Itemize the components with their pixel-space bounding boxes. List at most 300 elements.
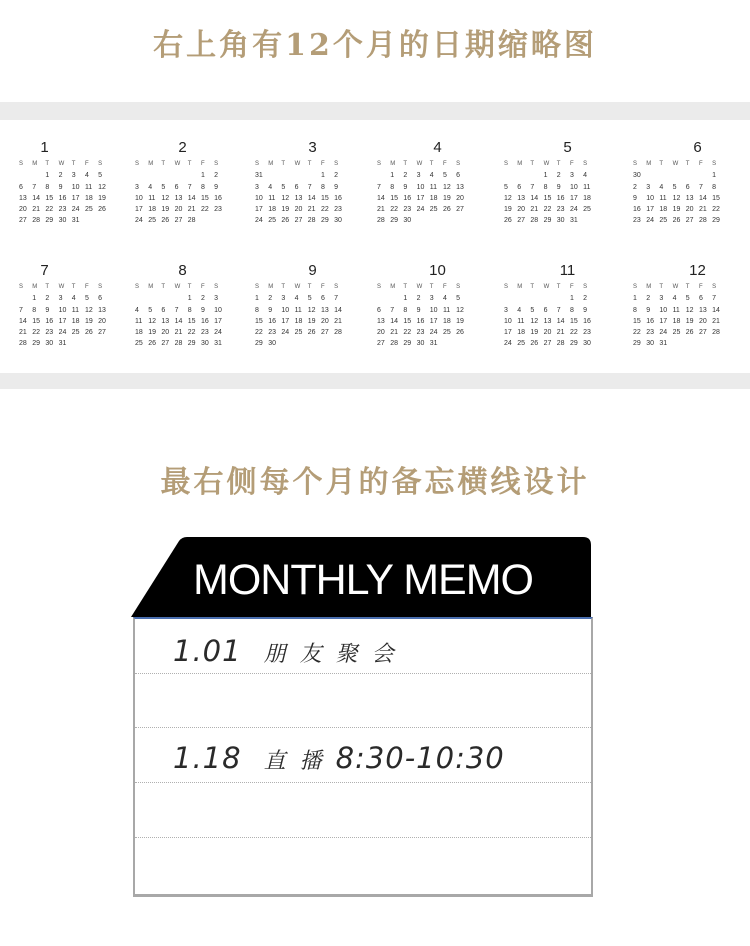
day-cell: [98, 217, 111, 228]
day-cell: 30: [268, 340, 276, 348]
month-10: [375, 262, 500, 372]
weekday-label: T: [530, 161, 535, 167]
day-cell: 25: [135, 340, 143, 348]
weekday-label: W: [543, 161, 550, 167]
memo-line: [135, 837, 591, 838]
month-number: 4: [433, 139, 442, 156]
day-cell: 19: [281, 206, 290, 214]
day-cell: 6: [320, 295, 325, 303]
day-cell: 21: [530, 206, 539, 214]
weekday-label: S: [712, 161, 717, 167]
day-cell: 23: [45, 329, 54, 337]
day-cell: 27: [698, 329, 707, 337]
month-days-grid: [633, 284, 725, 352]
day-cell: 2: [58, 172, 63, 180]
day-cell: 20: [456, 194, 464, 202]
month-days-grid: [19, 161, 111, 229]
day-cell: 2: [583, 295, 588, 303]
day-cell: 3: [659, 295, 664, 303]
weekday-label: M: [390, 161, 396, 167]
month-7: [0, 262, 125, 372]
day-cell: 10: [281, 306, 290, 314]
day-cell: 30: [646, 340, 654, 348]
day-cell: 11: [71, 306, 80, 314]
weekday-label: W: [543, 284, 550, 290]
day-cell: 10: [504, 317, 512, 325]
day-cell: 29: [320, 217, 329, 225]
weekday-label: S: [214, 284, 219, 290]
day-cell: 28: [334, 329, 342, 337]
day-cell: 19: [98, 194, 106, 202]
day-cell: 31: [58, 340, 67, 348]
day-cell: 9: [403, 183, 408, 191]
day-cell: 12: [307, 306, 316, 314]
day-cell: 24: [416, 206, 425, 214]
day-cell: 5: [530, 306, 535, 314]
weekday-label: M: [517, 284, 523, 290]
day-cell: 8: [200, 183, 205, 191]
day-cell: 4: [583, 172, 588, 180]
day-cell: [148, 295, 161, 306]
day-cell: [19, 172, 32, 183]
day-cell: 11: [268, 194, 276, 202]
day-cell: 8: [569, 306, 574, 314]
weekday-label: T: [281, 284, 286, 290]
day-cell: 2: [334, 172, 339, 180]
weekday-label: M: [517, 161, 523, 167]
day-cell: 9: [58, 183, 63, 191]
memo-line: [135, 673, 591, 674]
day-cell: 7: [187, 183, 192, 191]
day-cell: 12: [161, 194, 170, 202]
day-cell: 28: [377, 217, 385, 225]
weekday-label: T: [685, 161, 690, 167]
day-cell: 23: [416, 329, 425, 337]
day-cell: 14: [187, 194, 196, 202]
day-cell: 18: [268, 206, 276, 214]
month-5: [500, 139, 625, 262]
day-cell: 8: [45, 183, 50, 191]
day-cell: 30: [58, 217, 67, 225]
day-cell: 20: [698, 317, 707, 325]
day-cell: 7: [530, 183, 535, 191]
day-cell: 1: [320, 172, 325, 180]
weekday-label: S: [334, 161, 339, 167]
month-days-grid: [255, 161, 347, 229]
weekday-label: S: [633, 161, 638, 167]
weekday-label: T: [187, 284, 192, 290]
day-cell: 9: [334, 183, 339, 191]
month-number: 2: [178, 139, 187, 156]
weekday-label: S: [334, 284, 339, 290]
day-cell: 2: [556, 172, 561, 180]
day-cell: 1: [187, 295, 192, 303]
day-cell: 3: [71, 172, 76, 180]
day-cell: 20: [161, 329, 170, 337]
day-cell: 19: [307, 317, 316, 325]
weekday-label: M: [390, 284, 396, 290]
day-cell: 14: [698, 194, 707, 202]
weekday-label: S: [98, 161, 103, 167]
day-cell: [699, 172, 712, 183]
day-cell: 1: [32, 295, 37, 303]
day-cell: 12: [530, 317, 539, 325]
day-cell: 23: [403, 206, 412, 214]
day-cell: 6: [543, 306, 548, 314]
memo-body: [133, 617, 593, 897]
day-cell: 7: [174, 306, 179, 314]
day-cell: 22: [320, 206, 329, 214]
day-cell: 24: [58, 329, 67, 337]
day-cell: 3: [569, 172, 574, 180]
day-cell: 5: [148, 306, 153, 314]
day-cell: 12: [456, 306, 464, 314]
day-cell: 17: [569, 194, 578, 202]
weekday-label: W: [174, 161, 181, 167]
day-cell: 8: [712, 183, 717, 191]
day-cell: 26: [456, 329, 464, 337]
day-cell: 27: [377, 340, 385, 348]
day-cell: [504, 295, 517, 306]
day-cell: 30: [583, 340, 591, 348]
day-cell: 12: [148, 317, 156, 325]
day-cell: 28: [32, 217, 40, 225]
day-cell: 8: [403, 306, 408, 314]
day-cell: 15: [255, 317, 263, 325]
day-cell: 11: [135, 317, 143, 325]
day-cell: 29: [255, 340, 263, 348]
day-cell: 24: [504, 340, 512, 348]
weekday-label: T: [161, 161, 166, 167]
day-cell: 28: [307, 217, 316, 225]
day-cell: 13: [294, 194, 303, 202]
month-days-grid: [633, 161, 725, 229]
day-cell: 26: [84, 329, 93, 337]
day-cell: 9: [556, 183, 561, 191]
day-cell: [308, 340, 321, 351]
day-cell: 3: [504, 306, 508, 314]
month-8: [125, 262, 250, 372]
weekday-label: S: [583, 161, 588, 167]
weekday-label: S: [98, 284, 103, 290]
weekday-label: T: [556, 284, 561, 290]
month-days-grid: [377, 161, 469, 229]
day-cell: 25: [583, 206, 591, 214]
day-cell: 7: [377, 183, 381, 191]
day-cell: 1: [569, 295, 574, 303]
day-cell: 26: [98, 206, 106, 214]
day-cell: 25: [294, 329, 303, 337]
day-cell: 13: [320, 306, 329, 314]
weekday-label: M: [32, 284, 38, 290]
day-cell: 29: [403, 340, 412, 348]
day-cell: 2: [403, 172, 408, 180]
day-cell: [430, 217, 443, 228]
day-cell: 3: [646, 183, 651, 191]
day-cell: 16: [633, 206, 641, 214]
weekday-label: S: [504, 161, 509, 167]
day-cell: 13: [377, 317, 385, 325]
day-cell: 22: [390, 206, 398, 214]
day-cell: 10: [659, 306, 668, 314]
day-cell: [295, 340, 308, 351]
day-cell: 7: [556, 306, 561, 314]
day-cell: 31: [214, 340, 222, 348]
day-cell: 20: [543, 329, 552, 337]
day-cell: 21: [187, 206, 196, 214]
day-cell: 11: [672, 306, 680, 314]
weekday-label: S: [377, 284, 382, 290]
day-cell: 25: [71, 329, 80, 337]
day-cell: 29: [712, 217, 720, 225]
day-cell: 29: [187, 340, 196, 348]
day-cell: [85, 217, 98, 228]
day-cell: 24: [569, 206, 578, 214]
day-cell: 10: [429, 306, 438, 314]
day-cell: [268, 172, 281, 183]
day-cell: 22: [543, 206, 552, 214]
day-cell: [72, 340, 85, 351]
day-cell: 30: [556, 217, 565, 225]
day-cell: 5: [98, 172, 103, 180]
day-cell: 2: [416, 295, 421, 303]
day-cell: 24: [71, 206, 80, 214]
day-cell: 2: [45, 295, 50, 303]
day-cell: 1: [403, 295, 408, 303]
weekday-label: T: [659, 161, 664, 167]
day-cell: 1: [200, 172, 205, 180]
day-cell: 25: [659, 217, 668, 225]
day-cell: 18: [659, 206, 668, 214]
calendar-band: [0, 102, 750, 389]
day-cell: 30: [200, 340, 209, 348]
day-cell: [557, 295, 570, 306]
day-cell: 23: [268, 329, 276, 337]
day-cell: [530, 295, 543, 306]
day-cell: 23: [556, 206, 565, 214]
day-cell: 30: [334, 217, 342, 225]
day-cell: 2: [200, 295, 205, 303]
day-cell: 12: [672, 194, 681, 202]
day-cell: 15: [569, 317, 578, 325]
weekday-label: F: [698, 161, 703, 167]
day-cell: 9: [633, 194, 637, 202]
day-cell: 5: [442, 172, 447, 180]
day-cell: 4: [135, 306, 139, 314]
weekday-label: W: [294, 284, 301, 290]
day-cell: [98, 340, 111, 351]
day-cell: 6: [517, 183, 522, 191]
day-cell: 9: [583, 306, 588, 314]
day-cell: [686, 172, 699, 183]
day-cell: 19: [148, 329, 156, 337]
day-cell: 2: [646, 295, 651, 303]
day-cell: 1: [255, 295, 259, 303]
weekday-label: S: [255, 284, 260, 290]
weekday-label: T: [187, 161, 192, 167]
day-cell: 27: [320, 329, 329, 337]
day-cell: 11: [294, 306, 302, 314]
day-cell: 14: [32, 194, 40, 202]
day-cell: 17: [135, 206, 143, 214]
day-cell: 16: [646, 317, 654, 325]
weekday-label: M: [646, 161, 652, 167]
day-cell: 28: [187, 217, 196, 225]
day-cell: [673, 340, 686, 351]
day-cell: 19: [672, 206, 681, 214]
day-cell: 14: [712, 306, 720, 314]
day-cell: 6: [161, 306, 166, 314]
day-cell: 4: [71, 295, 76, 303]
weekday-label: T: [71, 284, 76, 290]
day-cell: 4: [517, 306, 522, 314]
day-cell: 7: [19, 306, 23, 314]
weekday-label: F: [698, 284, 703, 290]
day-cell: 19: [685, 317, 694, 325]
day-cell: 31: [255, 172, 263, 180]
day-cell: 15: [543, 194, 552, 202]
month-number: 9: [308, 262, 317, 279]
day-cell: 20: [377, 329, 385, 337]
day-cell: 1: [633, 295, 637, 303]
weekday-label: F: [442, 284, 447, 290]
weekday-label: W: [672, 161, 679, 167]
day-cell: 21: [698, 206, 707, 214]
day-cell: 10: [569, 183, 578, 191]
day-cell: 30: [403, 217, 412, 225]
day-cell: 19: [530, 329, 539, 337]
weekday-label: T: [307, 284, 312, 290]
day-cell: 14: [307, 194, 316, 202]
day-cell: 10: [416, 183, 425, 191]
day-cell: 17: [659, 317, 668, 325]
day-cell: 20: [174, 206, 183, 214]
day-cell: 3: [255, 183, 259, 191]
day-cell: 27: [174, 217, 183, 225]
weekday-label: F: [442, 161, 447, 167]
month-number: 11: [559, 262, 576, 279]
day-cell: 9: [416, 306, 421, 314]
month-6: [625, 139, 750, 262]
day-cell: 7: [32, 183, 37, 191]
day-cell: 28: [712, 329, 720, 337]
day-cell: 26: [530, 340, 539, 348]
day-cell: 23: [58, 206, 67, 214]
day-cell: 27: [685, 217, 694, 225]
day-cell: 29: [32, 340, 40, 348]
weekday-label: F: [84, 284, 89, 290]
day-cell: 7: [334, 295, 339, 303]
day-cell: 5: [504, 183, 508, 191]
day-cell: [188, 172, 201, 183]
day-cell: 3: [281, 295, 286, 303]
day-cell: 26: [307, 329, 316, 337]
day-cell: 16: [334, 194, 342, 202]
day-cell: [377, 295, 390, 306]
day-cell: 28: [390, 340, 398, 348]
day-cell: 18: [429, 194, 438, 202]
month-2: [125, 139, 250, 262]
day-cell: 23: [334, 206, 342, 214]
day-cell: 5: [456, 295, 461, 303]
month-days-grid: [19, 284, 111, 352]
months-grid: [0, 139, 750, 372]
weekday-label: W: [58, 284, 65, 290]
day-cell: 16: [200, 317, 209, 325]
day-cell: [281, 340, 294, 351]
weekday-label: S: [456, 161, 461, 167]
weekday-label: S: [214, 161, 219, 167]
day-cell: 17: [646, 206, 654, 214]
day-cell: 13: [174, 194, 183, 202]
day-cell: 25: [268, 217, 276, 225]
day-cell: 5: [672, 183, 677, 191]
month-number: 5: [563, 139, 572, 156]
day-cell: 29: [543, 217, 552, 225]
day-cell: 24: [214, 329, 222, 337]
memo-entry-time: 8:30-10:30: [335, 741, 505, 775]
day-cell: 24: [429, 329, 438, 337]
day-cell: 28: [556, 340, 565, 348]
day-cell: 22: [633, 329, 641, 337]
day-cell: 25: [148, 217, 156, 225]
weekday-label: T: [161, 284, 166, 290]
weekday-label: W: [416, 161, 423, 167]
day-cell: [175, 295, 188, 306]
day-cell: 4: [294, 295, 299, 303]
day-cell: 30: [633, 172, 641, 180]
memo-entry: [173, 741, 505, 775]
day-cell: 20: [19, 206, 27, 214]
day-cell: 5: [161, 183, 166, 191]
day-cell: 12: [98, 183, 106, 191]
day-cell: 1: [45, 172, 50, 180]
day-cell: 18: [71, 317, 80, 325]
weekday-label: T: [71, 161, 76, 167]
day-cell: 24: [659, 329, 668, 337]
day-cell: [201, 217, 214, 228]
day-cell: 19: [504, 206, 512, 214]
day-cell: 28: [530, 217, 539, 225]
day-cell: [673, 172, 686, 183]
day-cell: 8: [633, 306, 637, 314]
day-cell: 18: [148, 206, 156, 214]
weekday-label: T: [429, 161, 434, 167]
day-cell: 10: [646, 194, 654, 202]
day-cell: 12: [84, 306, 93, 314]
day-cell: 12: [442, 183, 451, 191]
day-cell: 9: [646, 306, 651, 314]
day-cell: 21: [334, 317, 342, 325]
day-cell: 29: [390, 217, 398, 225]
day-cell: [417, 217, 430, 228]
day-cell: 16: [583, 317, 591, 325]
day-cell: 4: [429, 172, 434, 180]
day-cell: 11: [442, 306, 451, 314]
day-cell: 18: [583, 194, 591, 202]
day-cell: 28: [174, 340, 183, 348]
day-cell: 17: [214, 317, 222, 325]
day-cell: 8: [320, 183, 325, 191]
day-cell: 9: [200, 306, 205, 314]
day-cell: 31: [569, 217, 578, 225]
day-cell: 3: [416, 172, 421, 180]
weekday-label: T: [45, 284, 50, 290]
day-cell: 3: [429, 295, 434, 303]
day-cell: 3: [135, 183, 139, 191]
day-cell: 27: [161, 340, 170, 348]
memo-card: [131, 537, 594, 897]
